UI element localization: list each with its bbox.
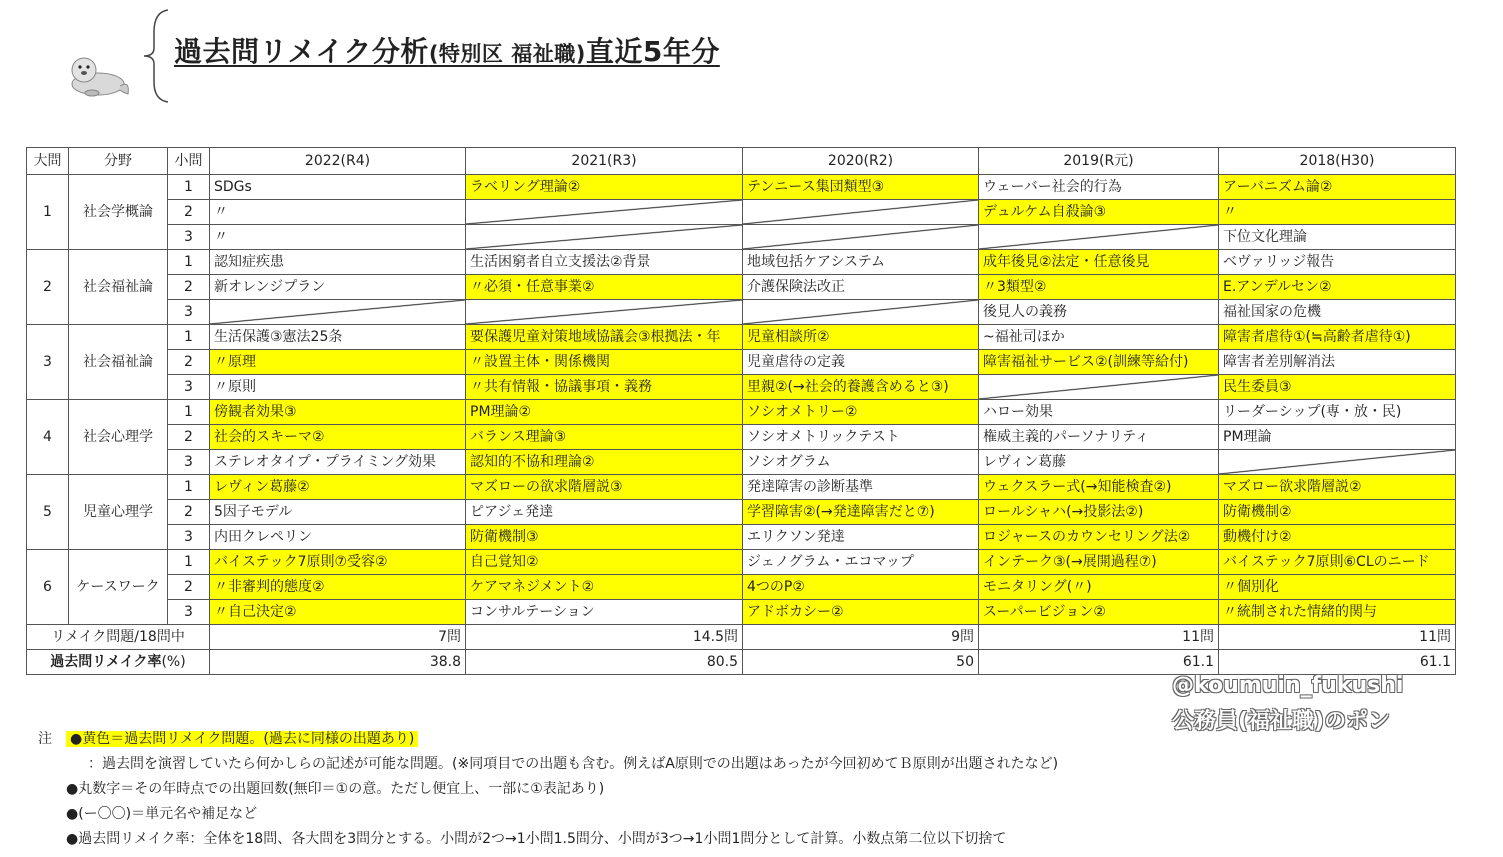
- sub-question-number: 2: [168, 350, 210, 375]
- count-cell: 9問: [743, 625, 979, 650]
- table-row: [27, 250, 1456, 275]
- header-cell: 2019(R元): [979, 148, 1219, 175]
- empty-cell: [466, 200, 743, 225]
- table-row: [27, 600, 1456, 625]
- topic-cell: 里親②(→社会的養護含めると③): [743, 375, 979, 400]
- note-line: ●丸数字＝その年時点での出題回数(無印＝①の意。ただし便宜上、一部に①表記あり): [66, 781, 605, 797]
- topic-cell: 〃共有情報・協議事項・義務: [466, 375, 743, 400]
- topic-cell: バイステック7原則⑥CLのニード: [1219, 550, 1456, 575]
- topic-cell: バランス理論③: [466, 425, 743, 450]
- sub-question-number: 1: [168, 475, 210, 500]
- topic-cell: 生活困窮者自立支援法②背景: [466, 250, 743, 275]
- topic-cell: ~福祉司ほか: [979, 325, 1219, 350]
- sub-question-number: 3: [168, 525, 210, 550]
- rate-cell: 80.5: [466, 650, 743, 675]
- topic-cell: SDGs: [210, 175, 466, 200]
- topic-cell: 防衛機制③: [466, 525, 743, 550]
- topic-cell: 障害者差別解消法: [1219, 350, 1456, 375]
- topic-cell: 児童虐待の定義: [743, 350, 979, 375]
- topic-cell: 4つのP②: [743, 575, 979, 600]
- topic-cell: 民生委員③: [1219, 375, 1456, 400]
- topic-cell: 新オレンジプラン: [210, 275, 466, 300]
- topic-cell: 障害者虐待①(≒高齢者虐待①): [1219, 325, 1456, 350]
- topic-cell: アドボカシー②: [743, 600, 979, 625]
- topic-cell: リーダーシップ(専・放・民): [1219, 400, 1456, 425]
- topic-cell: 〃個別化: [1219, 575, 1456, 600]
- table-row: [27, 575, 1456, 600]
- table-row: [27, 225, 1456, 250]
- empty-cell: [210, 300, 466, 325]
- header-cell: 2020(R2): [743, 148, 979, 175]
- field-name: 社会福祉論: [69, 250, 168, 325]
- field-name: 児童心理学: [69, 475, 168, 550]
- rate-cell: 38.8: [210, 650, 466, 675]
- topic-cell: ベヴァリッジ報告: [1219, 250, 1456, 275]
- topic-cell: 介護保険法改正: [743, 275, 979, 300]
- topic-cell: 社会的スキーマ②: [210, 425, 466, 450]
- rate-cell: 61.1: [979, 650, 1219, 675]
- sub-question-number: 2: [168, 500, 210, 525]
- rate-cell: 50: [743, 650, 979, 675]
- note-line: ●過去問リメイク率：全体を18問、各大問を3問分とする。小問が2つ→1小問1.5問分、小問が3つ→1小問1問分として計算。小数点第二位以下切捨て: [66, 831, 1007, 847]
- topic-cell: ピアジェ発達: [466, 500, 743, 525]
- sub-question-number: 2: [168, 425, 210, 450]
- topic-cell: スーパービジョン②: [979, 600, 1219, 625]
- topic-cell: 内田クレペリン: [210, 525, 466, 550]
- topic-cell: ラベリング理論②: [466, 175, 743, 200]
- topic-cell: バイステック7原則⑦受容②: [210, 550, 466, 575]
- sub-question-number: 1: [168, 325, 210, 350]
- topic-cell: ロジャースのカウンセリング法②: [979, 525, 1219, 550]
- sub-question-number: 1: [168, 400, 210, 425]
- table-row: [27, 550, 1456, 575]
- field-name: 社会心理学: [69, 400, 168, 475]
- topic-cell: レヴィン葛藤②: [210, 475, 466, 500]
- topic-cell: 児童相談所②: [743, 325, 979, 350]
- topic-cell: 認知的不協和理論②: [466, 450, 743, 475]
- topic-cell: 学習障害②(→発達障害だと⑦): [743, 500, 979, 525]
- topic-cell: ロールシャハ(→投影法②): [979, 500, 1219, 525]
- watermark-handle: @koumuin_fukushi: [1172, 673, 1404, 698]
- notes-section: [38, 727, 1058, 852]
- page-title: 過去問リメイク分析(特別区 福祉職)直近5年分: [174, 35, 720, 68]
- topic-cell: 〃必須・任意事業②: [466, 275, 743, 300]
- topic-cell: デュルケム自殺論③: [979, 200, 1219, 225]
- topic-cell: 動機付け②: [1219, 525, 1456, 550]
- sub-question-number: 3: [168, 300, 210, 325]
- topic-cell: 発達障害の診断基準: [743, 475, 979, 500]
- header-cell: 小問: [168, 148, 210, 175]
- topic-cell: PM理論②: [466, 400, 743, 425]
- note-line: ●(ー〇〇)＝単元名や補足など: [66, 806, 258, 822]
- topic-cell: 〃設置主体・関係機関: [466, 350, 743, 375]
- topic-cell: 下位文化理論: [1219, 225, 1456, 250]
- topic-cell: 成年後見②法定・任意後見: [979, 250, 1219, 275]
- topic-cell: ウェーバー社会的行為: [979, 175, 1219, 200]
- sub-question-number: 3: [168, 375, 210, 400]
- topic-cell: 自己覚知②: [466, 550, 743, 575]
- topic-cell: 5因子モデル: [210, 500, 466, 525]
- topic-cell: 後見人の義務: [979, 300, 1219, 325]
- topic-cell: 福祉国家の危機: [1219, 300, 1456, 325]
- header-row: [27, 148, 1456, 175]
- topic-cell: ソシオメトリー②: [743, 400, 979, 425]
- empty-cell: [979, 375, 1219, 400]
- topic-cell: マズローの欲求階層説③: [466, 475, 743, 500]
- topic-cell: ジェノグラム・エコマップ: [743, 550, 979, 575]
- field-name: 社会学概論: [69, 175, 168, 250]
- question-number: 5: [27, 475, 69, 550]
- count-cell: 11問: [1219, 625, 1456, 650]
- topic-cell: テンニース集団類型③: [743, 175, 979, 200]
- topic-cell: 〃: [210, 200, 466, 225]
- note-line: ：過去問を演習していたら何かしらの記述が可能な問題。(※同項目での出題も含む。例えばA原則での出題はあったが今回初めてＢ原則が出題されたなど): [88, 756, 1059, 772]
- field-name: ケースワーク: [69, 550, 168, 625]
- table-row: [27, 525, 1456, 550]
- watermark: [1172, 668, 1403, 740]
- topic-cell: 生活保護③憲法25条: [210, 325, 466, 350]
- empty-cell: [743, 200, 979, 225]
- table-row: [27, 275, 1456, 300]
- empty-cell: [979, 225, 1219, 250]
- topic-cell: エリクソン発達: [743, 525, 979, 550]
- notes-label: 注: [38, 731, 52, 747]
- topic-cell: 傍観者効果③: [210, 400, 466, 425]
- table-row: [27, 425, 1456, 450]
- brace-decoration: [138, 8, 174, 104]
- sub-question-number: 2: [168, 275, 210, 300]
- topic-cell: 要保護児童対策地域協議会③根拠法・年: [466, 325, 743, 350]
- question-number: 4: [27, 400, 69, 475]
- table-row: [27, 450, 1456, 475]
- header-cell: 2018(H30): [1219, 148, 1456, 175]
- count-row: [27, 625, 1456, 650]
- count-cell: 7問: [210, 625, 466, 650]
- rate-cell: 61.1: [1219, 650, 1456, 675]
- topic-cell: E.アンデルセン②: [1219, 275, 1456, 300]
- table-row: [27, 475, 1456, 500]
- topic-cell: 〃原則: [210, 375, 466, 400]
- topic-cell: 防衛機制②: [1219, 500, 1456, 525]
- sub-question-number: 1: [168, 550, 210, 575]
- empty-cell: [743, 300, 979, 325]
- topic-cell: コンサルテーション: [466, 600, 743, 625]
- topic-cell: 〃非審判的態度②: [210, 575, 466, 600]
- empty-cell: [466, 225, 743, 250]
- header-cell: 2022(R4): [210, 148, 466, 175]
- count-label: リメイク問題/18問中: [27, 625, 210, 650]
- topic-cell: インテーク③(→展開過程⑦): [979, 550, 1219, 575]
- topic-cell: ハロー効果: [979, 400, 1219, 425]
- question-number: 2: [27, 250, 69, 325]
- sub-question-number: 3: [168, 450, 210, 475]
- field-name: 社会福祉論: [69, 325, 168, 400]
- question-number: 6: [27, 550, 69, 625]
- sub-question-number: 2: [168, 575, 210, 600]
- header-cell: 分野: [69, 148, 168, 175]
- topic-cell: 〃自己決定②: [210, 600, 466, 625]
- note-highlight: ●黄色＝過去問リメイク問題。(過去に同様の出題あり): [66, 731, 418, 747]
- count-cell: 14.5問: [466, 625, 743, 650]
- topic-cell: ケアマネジメント②: [466, 575, 743, 600]
- topic-cell: 障害福祉サービス②(訓練等給付): [979, 350, 1219, 375]
- sub-question-number: 3: [168, 600, 210, 625]
- table-row: [27, 300, 1456, 325]
- empty-cell: [743, 225, 979, 250]
- count-cell: 11問: [979, 625, 1219, 650]
- header-cell: 2021(R3): [466, 148, 743, 175]
- topic-cell: 〃3類型②: [979, 275, 1219, 300]
- table-row: [27, 325, 1456, 350]
- watermark-name: 公務員(福祉職)のポン: [1172, 709, 1391, 734]
- topic-cell: PM理論: [1219, 425, 1456, 450]
- empty-cell: [1219, 450, 1456, 475]
- topic-cell: 権威主義的パーソナリティ: [979, 425, 1219, 450]
- topic-cell: レヴィン葛藤: [979, 450, 1219, 475]
- rate-label: 過去問リメイク率(%): [27, 650, 210, 675]
- topic-cell: 〃原理: [210, 350, 466, 375]
- topic-cell: ソシオグラム: [743, 450, 979, 475]
- topic-cell: マズロー欲求階層説②: [1219, 475, 1456, 500]
- table-row: [27, 400, 1456, 425]
- table-row: [27, 350, 1456, 375]
- topic-cell: ステレオタイプ・プライミング効果: [210, 450, 466, 475]
- table-row: [27, 175, 1456, 200]
- topic-cell: 地域包括ケアシステム: [743, 250, 979, 275]
- topic-cell: ウェクスラー式(→知能検査②): [979, 475, 1219, 500]
- sub-question-number: 3: [168, 225, 210, 250]
- topic-cell: アーバニズム論②: [1219, 175, 1456, 200]
- table-row: [27, 200, 1456, 225]
- topic-cell: 〃: [210, 225, 466, 250]
- sub-question-number: 2: [168, 200, 210, 225]
- topic-cell: ソシオメトリックテスト: [743, 425, 979, 450]
- table-row: [27, 375, 1456, 400]
- empty-cell: [466, 300, 743, 325]
- sub-question-number: 1: [168, 175, 210, 200]
- topic-cell: 認知症疾患: [210, 250, 466, 275]
- sub-question-number: 1: [168, 250, 210, 275]
- topic-cell: 〃統制された情緒的関与: [1219, 600, 1456, 625]
- topic-cell: モニタリング(〃): [979, 575, 1219, 600]
- topic-cell: 〃: [1219, 200, 1456, 225]
- table-row: [27, 500, 1456, 525]
- header-cell: 大問: [27, 148, 69, 175]
- question-number: 1: [27, 175, 69, 250]
- seal-icon: [62, 44, 132, 100]
- question-number: 3: [27, 325, 69, 400]
- analysis-table: [26, 147, 1456, 675]
